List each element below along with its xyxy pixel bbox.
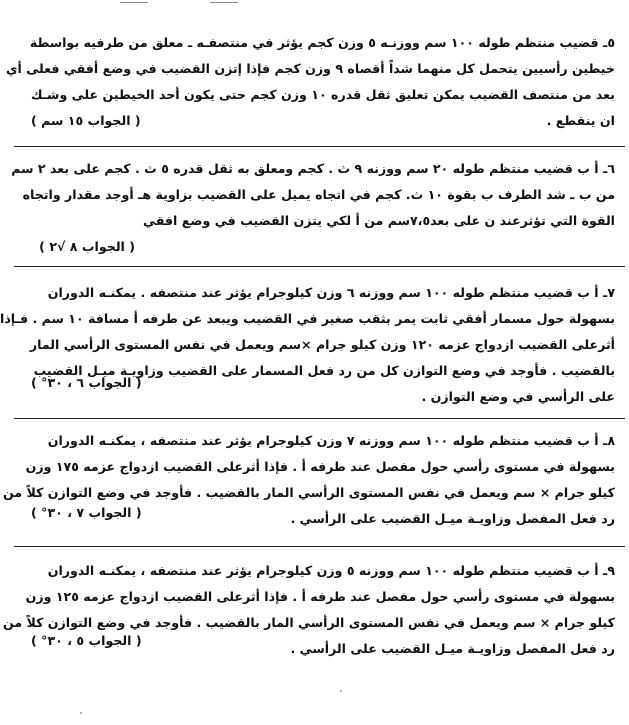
problem-line: ٦ـ أ ب قضيب منتظم طوله ٢٠ سم ووزنه ٩ ث . كجم ومعلق به ثقل قدره ٥ ث . كجم على بعد ٢ سم xyxy=(11,161,615,176)
scan-mark xyxy=(210,0,238,3)
problem-line: كيلو جرام × سم ويعمل في نفس المستوى الرأسي المار بالقضيب . فأوجد في وضع التوازن كلاً من xyxy=(3,485,615,500)
problem-line: بسهولة في مستوى رأسي حول مفصل عند طرفه أ . فإذا أثرعلى القضيب ازدواج عزمه ١٢٥ وزن xyxy=(25,589,615,604)
problem-line: كيلو جرام × سم ويعمل في نفس المستوى الرأسي المار بالقضيب . فأوجد في وضع التوازن كلاً من xyxy=(3,615,615,630)
divider xyxy=(14,146,625,147)
top-scan-edge xyxy=(10,0,629,10)
answer: ( الجواب ٨ √٢ ) xyxy=(39,239,135,254)
problem-line: بالقضيب . فأوجد في وضع التوازن كل من رد فعل المسمار على القضيب وزاويـة ميـل القضيب xyxy=(33,363,615,378)
answer: ( الجواب ٧ ، ٣٠° ) xyxy=(31,505,142,520)
problem-line: رد فعل المفصل وزاويـة ميـل القضيب على الرأسي . xyxy=(290,511,615,526)
problem-line-last xyxy=(23,375,615,410)
problem-line-last xyxy=(23,108,615,134)
problem-5 xyxy=(5,30,615,134)
problem-9 xyxy=(3,558,615,662)
problem-line: رد فعل المفصل وزاويـة ميـل القضيب على الرأسي . xyxy=(290,641,615,656)
scan-speck xyxy=(340,690,342,692)
problem-line: بعد من منتصف القضيب يمكن تعليق ثقل قدره ١٠ وزن كجم حتى يكون أحد الخيطين على وشـك xyxy=(31,87,615,102)
divider xyxy=(14,546,625,547)
divider xyxy=(14,418,625,419)
scan-speck xyxy=(80,712,82,714)
problem-line-last xyxy=(23,506,615,532)
problem-line: بسهولة حول مسمار أفقي ثابت يمر بثقب صغير في القضيب ويبعد عن طرفه أ مسافة ١٠ سم . فـإذا xyxy=(0,311,615,326)
problem-line: أثرعلى القضيب ازدواج عزمه ١٢٠ وزن كيلو جرام ×سم ويعمل في نفس المستوى الرأسي المار xyxy=(29,337,615,352)
answer: ( الجواب ١٥ سم ) xyxy=(31,113,141,128)
problem-6 xyxy=(11,156,615,260)
problem-line: ان ينقطع . xyxy=(546,113,615,128)
problem-line: القوة التي تؤثرعند ن على بعد٧،٥سم من أ لكي يتزن القضيب في وضع افقي xyxy=(143,213,615,228)
problem-line: ٥ـ قضيب منتظم طوله ١٠٠ سم ووزنـه ٥ وزن كجم يؤثر في منتصفـه ـ معلق من طرفيه بواسطة xyxy=(29,35,615,50)
problem-line: ٩ـ أ ب قضيب منتظم طوله ١٠٠ سم ووزنه ٥ وزن كيلوجرام يؤثر عند منتصفه ، يمكنـه الدوران xyxy=(47,563,615,578)
problem-line: من ب ـ شد الطرف ب بقوة ١٠ ث. كجم في اتجاه يميل على القضيب بزاوية هـ أوجد مقدار واتجاه xyxy=(22,187,615,202)
problem-line: بسهولة في مستوى رأسي حول مفصل عند طرفه أ . فإذا أثرعلى القضيب ازدواج عزمه ١٧٥ وزن xyxy=(25,459,615,474)
problem-line-last xyxy=(23,633,615,662)
problem-line: على الرأسي في وضع التوازن . xyxy=(421,389,615,404)
problem-line: ٨ـ أ ب قضيب منتظم طوله ١٠٠ سم ووزنه ٧ وزن كيلوجرام يؤثر عند منتصفه ، يمكنـه الدوران xyxy=(47,433,615,448)
problem-line: ٧ـ أ ب قضيب منتظم طوله ١٠٠ سم ووزنه ٦ وزن كيلوجرام يؤثر عند منتصفه . يمكنـه الدوران xyxy=(47,285,615,300)
answer: ( الجواب ٥ ، ٣٠° ) xyxy=(31,633,142,648)
scan-mark xyxy=(120,0,148,3)
divider xyxy=(14,266,625,267)
answer: ( الجواب ٦ ، ٣٠° ) xyxy=(31,375,142,390)
problem-line: خيطين رأسيين يتحمل كل منهما شداً أقصاه ٩ وزن كجم فإذا إتزن القضيب في وضع أفقي فعلى أي xyxy=(5,61,615,76)
problem-8 xyxy=(3,428,615,532)
problem-7 xyxy=(0,280,615,410)
